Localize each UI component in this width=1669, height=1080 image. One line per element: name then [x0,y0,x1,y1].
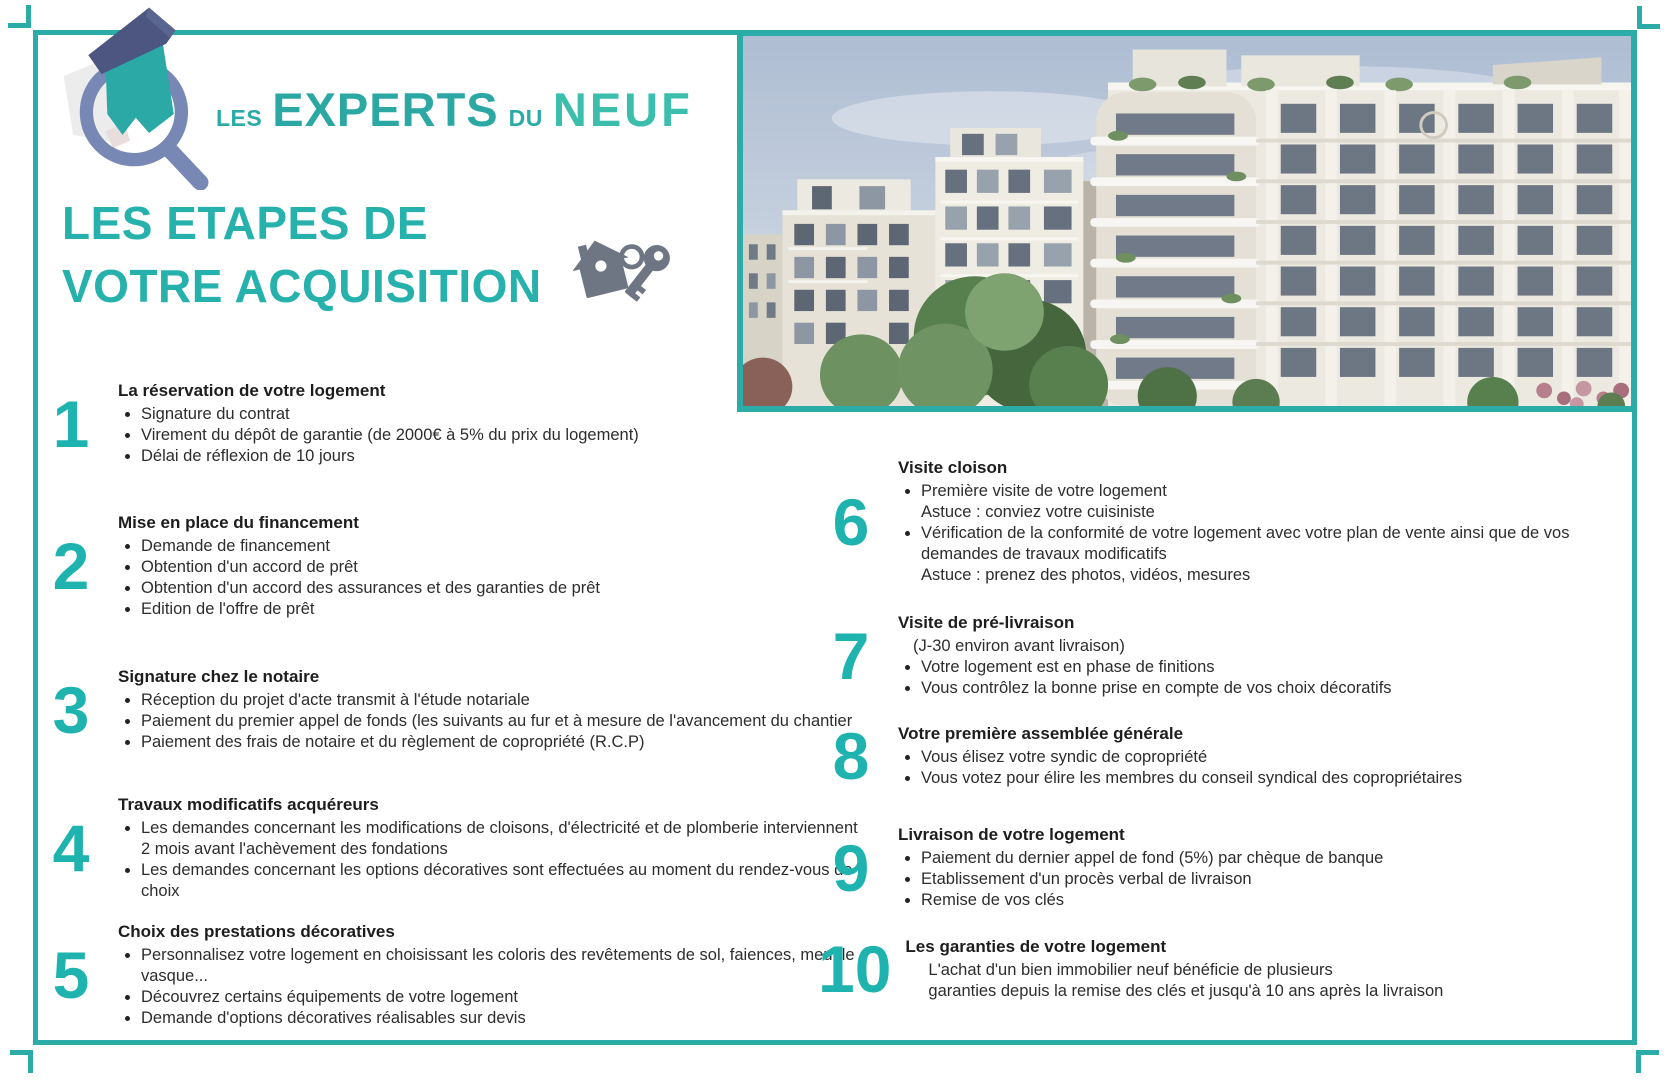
step-4-item: Les demandes concernant les options décoratives sont effectuées au moment du rendez-vous de choix [118,860,866,902]
step-1-number: 1 [52,386,90,461]
step-5-item: Personnalisez votre logement en choisissant les coloris des revêtements de sol, faiences, meuble vasque... [118,945,866,987]
step-2-title: Mise en place du financement [118,513,359,532]
brand-word-neuf: NEUF [552,83,693,136]
step-9-item: Paiement du dernier appel de fond (5%) par chèque de banque [898,848,1603,869]
step-9-number: 9 [832,830,870,905]
step-3-title: Signature chez le notaire [118,667,320,686]
step-2-item: Edition de l'offre de prêt [118,599,866,620]
step-4 [38,794,866,902]
step-4-title: Travaux modificatifs acquéreurs [118,795,379,814]
step-6-item: Première visite de votre logement [898,481,1603,502]
house-keys-icon [558,218,670,318]
step-3 [38,666,866,753]
building-render-art [743,36,1631,406]
step-8 [818,719,1603,793]
page-title-line2: VOTRE ACQUISITION [62,260,542,312]
step-7 [818,612,1603,699]
step-1-title: La réservation de votre logement [118,381,386,400]
step-3-item: Paiement des frais de notaire et du règlement de copropriété (R.C.P) [118,732,866,753]
corner-mark-top-right [1637,6,1660,29]
step-3-number: 3 [52,672,90,747]
page-title-line1: LES ETAPES DE [62,197,429,249]
step-3-item: Réception du projet d'acte transmit à l'étude notariale [118,690,866,711]
step-7-note: (J-30 environ avant livraison) [913,637,1125,655]
step-8-item: Vous votez pour élire les membres du conseil syndical des copropriétaires [898,768,1603,789]
step-7-item: Vous contrôlez la bonne prise en compte de vos choix décoratifs [898,678,1603,699]
step-7-number: 7 [832,618,870,693]
step-4-item: Les demandes concernant les modifications de cloisons, d'électricité et de plomberie interviennent 2 mois avant l'achèvement des fondations [118,818,866,860]
house-magnifier-icon [52,0,212,190]
brand-word-experts: EXPERTS [272,83,499,136]
step-6-title: Visite cloison [898,458,1008,477]
step-10 [818,932,1610,1006]
corner-mark-bottom-left [10,1050,33,1073]
step-8-item: Vous élisez votre syndic de copropriété [898,747,1603,768]
step-5 [38,921,866,1029]
step-6-item: Vérification de la conformité de votre logement avec votre plan de vente ainsi que de vos demandes de travaux modificatifs [898,523,1603,565]
building-render-photo [737,30,1637,412]
step-10-title: Les garanties de votre logement [905,937,1167,956]
step-1-item: Délai de réflexion de 10 jours [118,446,866,467]
step-6-tip: Astuce : conviez votre cuisiniste [921,503,1155,521]
step-6-tip: Astuce : prenez des photos, vidéos, mesures [921,566,1251,584]
step-10-text: garanties depuis la remise des clés et jusqu'à 10 ans après la livraison [928,982,1444,1000]
step-8-title: Votre première assemblée générale [898,724,1184,743]
step-10-text: L'achat d'un bien immobilier neuf bénéficie de plusieurs [928,961,1333,979]
step-2-item: Demande de financement [118,536,866,557]
page-title [62,192,542,318]
step-3-item: Paiement du premier appel de fonds (les suivants au fur et à mesure de l'avancement du chantier [118,711,866,732]
brand-logo [216,82,693,137]
step-2-number: 2 [52,529,90,603]
step-1 [38,380,866,467]
step-5-item: Découvrez certains équipements de votre logement [118,987,866,1008]
step-6-number: 6 [832,484,870,559]
step-8-number: 8 [832,719,870,793]
brand-word-les: LES [216,105,263,131]
step-10-number: 10 [818,932,892,1006]
step-9-item: Etablissement d'un procès verbal de livraison [898,869,1603,890]
step-7-title: Visite de pré-livraison [898,613,1075,632]
corner-mark-top-left [8,5,31,28]
corner-mark-bottom-right [1636,1050,1659,1073]
step-4-number: 4 [52,811,90,885]
step-7-item: Votre logement est en phase de finitions [898,657,1603,678]
step-1-item: Virement du dépôt de garantie (de 2000€ à 5% du prix du logement) [118,425,866,446]
step-9-item: Remise de vos clés [898,890,1603,911]
step-9 [818,824,1603,911]
step-5-number: 5 [52,938,90,1012]
step-5-item: Demande d'options décoratives réalisables sur devis [118,1008,866,1029]
step-9-title: Livraison de votre logement [898,825,1125,844]
step-1-item: Signature du contrat [118,404,866,425]
step-2-item: Obtention d'un accord de prêt [118,557,866,578]
step-2-item: Obtention d'un accord des assurances et des garanties de prêt [118,578,866,599]
step-2 [38,512,866,620]
step-5-title: Choix des prestations décoratives [118,922,395,941]
brand-word-du: DU [508,105,543,131]
step-6 [818,457,1603,586]
